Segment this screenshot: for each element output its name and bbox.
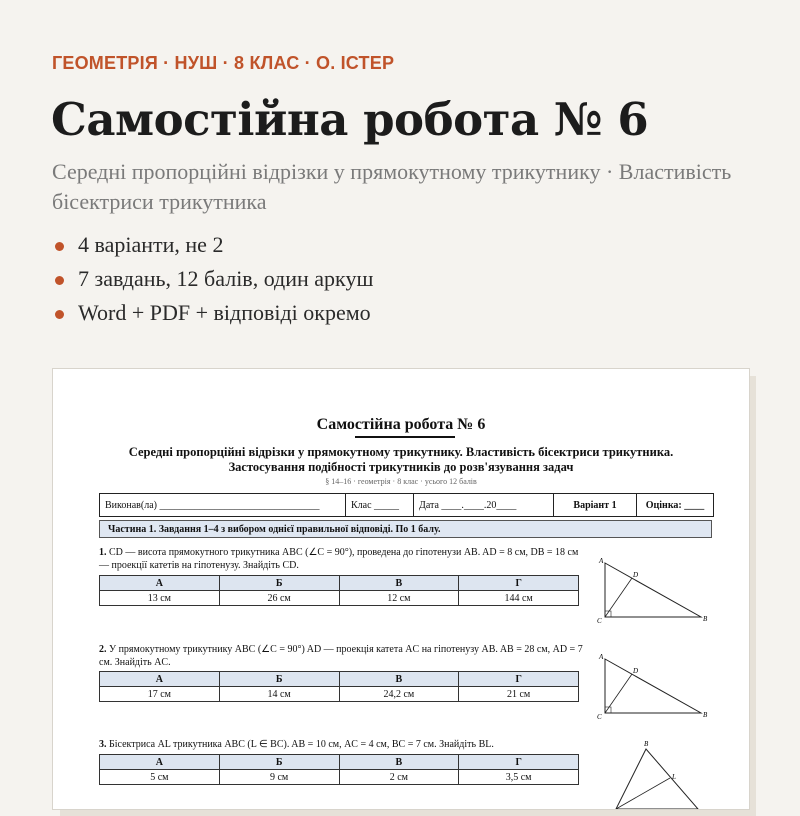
variant-field: Варіант 1	[554, 494, 637, 516]
answer-header: Г	[459, 576, 579, 591]
task-3	[99, 738, 589, 751]
answer-option: 21 см	[459, 687, 579, 702]
answer-header: В	[339, 576, 459, 591]
vertex-label: L	[672, 773, 676, 781]
answer-option: 5 см	[100, 770, 220, 785]
sheet-subtitle	[53, 445, 749, 475]
answer-header: А	[100, 672, 220, 687]
student-info-row	[99, 493, 714, 517]
feature-text: Word + PDF + відповіді окремо	[78, 300, 371, 325]
feature-list	[52, 230, 373, 332]
vertex-label: D	[633, 571, 639, 579]
answer-option: 144 см	[459, 591, 579, 606]
triangle-figure-1	[593, 555, 723, 625]
vertex-label: A	[599, 653, 604, 661]
worksheet-preview	[52, 368, 750, 810]
answer-header: Б	[219, 672, 339, 687]
bullet-dot-icon	[55, 276, 64, 285]
vertex-label: B	[703, 711, 708, 719]
triangle-figure-2	[593, 651, 723, 721]
vertex-label: D	[633, 667, 639, 675]
answer-header: Г	[459, 755, 579, 770]
vertex-label: C	[597, 713, 602, 721]
answer-header: Б	[219, 576, 339, 591]
vertex-label: A	[599, 557, 604, 565]
task-number: 1.	[99, 547, 107, 558]
answer-option: 9 см	[219, 770, 339, 785]
answer-option: 14 см	[219, 687, 339, 702]
date-field: Дата ____.____.20____	[414, 494, 554, 516]
answer-option: 12 см	[339, 591, 459, 606]
bullet-dot-icon	[55, 310, 64, 319]
answer-header: В	[339, 672, 459, 687]
answer-table-1	[99, 575, 579, 606]
answer-header: А	[100, 576, 220, 591]
page-title: Самостійна робота № 6	[51, 93, 649, 146]
feature-text: 7 завдань, 12 балів, один аркуш	[78, 266, 374, 291]
answer-option: 24,2 см	[339, 687, 459, 702]
sheet-title: Самостійна робота № 6	[316, 416, 486, 433]
feature-item	[52, 264, 373, 298]
feature-item	[52, 230, 373, 264]
answer-header: Г	[459, 672, 579, 687]
bullet-dot-icon	[55, 242, 64, 251]
answer-header: Б	[219, 755, 339, 770]
answer-option: 2 см	[339, 770, 459, 785]
task-text: CD — висота прямокутного трикутника ABC (∠C = 90°), проведена до гіпотенузи AB. AD = 8 см, DB = 18 см — проекції катетів на гіпотенузу. Знайдіть CD.	[99, 547, 579, 571]
task-1	[99, 546, 589, 572]
vertex-label: C	[597, 617, 602, 625]
answer-header: А	[100, 755, 220, 770]
feature-item	[52, 298, 373, 332]
page-subtitle: Середні пропорційні відрізки у прямокутному трикутнику · Властивість бісектриси трикутника	[52, 159, 732, 214]
score-field: Оцінка: ____	[645, 499, 705, 511]
task-2	[99, 643, 589, 669]
answer-option: 3,5 см	[459, 770, 579, 785]
answer-header: В	[339, 755, 459, 770]
answer-table-3	[99, 754, 579, 785]
sheet-subtitle-line: Застосування подібності трикутників до розв'язування задач	[228, 460, 574, 474]
part-1-header: Частина 1. Завдання 1–4 з вибором однієї правильної відповіді. По 1 балу.	[99, 520, 712, 538]
task-text: У прямокутному трикутнику ABC (∠C = 90°) AD — проекція катета AC на гіпотенузу AB. AB = 28 см, AD = 7 см. Знайдіть AC.	[99, 644, 583, 668]
answer-table-2	[99, 671, 579, 702]
vertex-label: B	[703, 615, 708, 623]
answer-option: 13 см	[100, 591, 220, 606]
sheet-meta: § 14–16 · геометрія · 8 клас · усього 12 балів	[325, 477, 477, 486]
feature-text: 4 варіанти, не 2	[78, 232, 224, 257]
triangle-figure-3	[608, 737, 708, 809]
task-number: 3.	[99, 739, 107, 750]
vertex-label: B	[644, 740, 649, 748]
answer-option: 26 см	[219, 591, 339, 606]
task-number: 2.	[99, 644, 107, 655]
class-field: Клас _____	[346, 494, 414, 516]
title-underline	[355, 436, 455, 438]
subject-eyebrow: ГЕОМЕТРІЯ · НУШ · 8 КЛАС · О. ІСТЕР	[52, 53, 395, 73]
name-field: Виконав(ла) ________________________________	[100, 494, 346, 516]
task-text: Бісектриса AL трикутника ABC (L ∈ BC). AB = 10 см, AC = 4 см, BC = 7 см. Знайдіть BL.	[109, 739, 494, 750]
answer-option: 17 см	[100, 687, 220, 702]
sheet-subtitle-line: Середні пропорційні відрізки у прямокутному трикутнику. Властивість бісектриси трикутника.	[128, 445, 674, 459]
